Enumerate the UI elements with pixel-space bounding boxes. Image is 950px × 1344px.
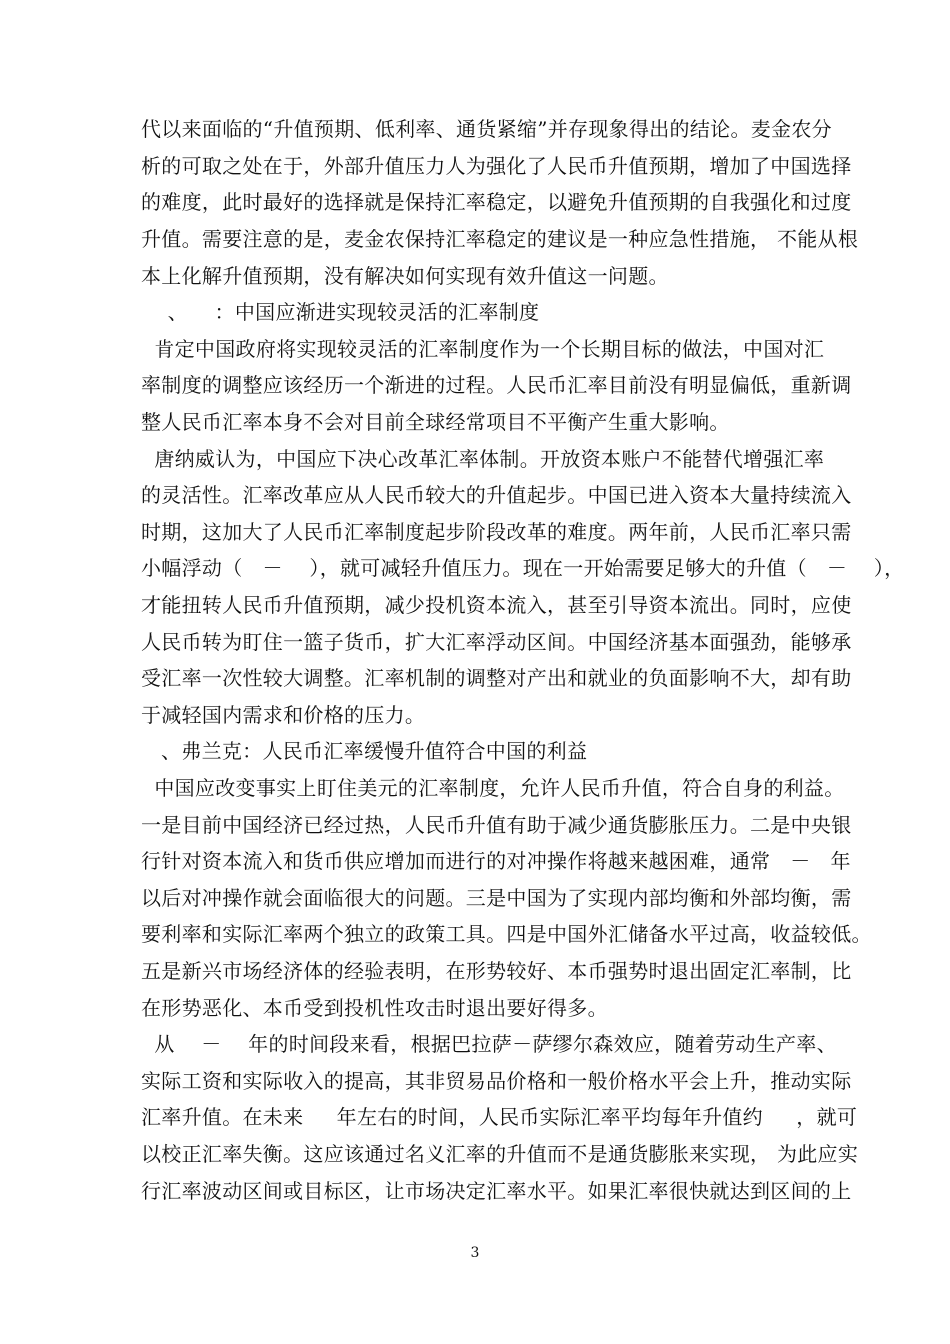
text-line: 要利率和实际汇率两个独立的政策工具。四是中国外汇储备水平过高，收益较低。 xyxy=(141,922,872,946)
text-line: 汇率升值。在未来 年左右的时间，人民币实际汇率平均每年升值约 ，就可 xyxy=(141,1105,858,1129)
text-line: 以后对冲操作就会面临很大的问题。三是中国为了实现内部均衡和外部均衡，需 xyxy=(141,886,852,910)
text-line: 的灵活性。汇率改革应从人民币较大的升值起步。中国已进入资本大量持续流入 xyxy=(141,483,852,507)
text-line: 以校正汇率失衡。这应该通过名义汇率的升值而不是通货膨胀来实现， 为此应实 xyxy=(141,1142,859,1166)
text-line: 行针对资本流入和货币供应增加而进行的对冲操作将越来越困难，通常 － 年 xyxy=(141,849,851,873)
text-line: 才能扭转人民币升值预期，减少投机资本流入，甚至引导资本流出。同时，应使 xyxy=(141,593,852,617)
text-line: 时期，这加大了人民币汇率制度起步阶段改革的难度。两年前，人民币汇率只需 xyxy=(141,520,852,544)
text-line: 析的可取之处在于，外部升值压力人为强化了人民币升值预期，增加了中国选择 xyxy=(141,154,852,178)
text-line: 中国应改变事实上盯住美元的汇率制度，允许人民币升值，符合自身的利益。 xyxy=(141,776,845,800)
text-line: 唐纳威认为，中国应下决心改革汇率体制。开放资本账户不能替代增强汇率 xyxy=(141,447,825,471)
text-line: 行汇率波动区间或目标区，让市场决定汇率水平。如果汇率很快就达到区间的上 xyxy=(141,1179,852,1203)
text-line: 的难度，此时最好的选择就是保持汇率稳定，以避免升值预期的自我强化和过度 xyxy=(141,190,852,214)
text-line: 于减轻国内需求和价格的压力。 xyxy=(141,703,426,727)
text-line: 在形势恶化、本币受到投机性攻击时退出要好得多。 xyxy=(141,996,608,1020)
text-line: 升值。需要注意的是，麦金农保持汇率稳定的建议是一种应急性措施， 不能从根 xyxy=(141,227,859,251)
text-line: 代以来面临的“升值预期、低利率、通货紧缩”并存现象得出的结论。麦金农分 xyxy=(141,117,832,141)
text-line: 本上化解升值预期，没有解决如何实现有效升值这一问题。 xyxy=(141,264,669,288)
text-line: 肯定中国政府将实现较灵活的汇率制度作为一个长期目标的做法，中国对汇 xyxy=(141,337,825,361)
text-line: 实际工资和实际收入的提高，其非贸易品价格和一般价格水平会上升，推动实际 xyxy=(141,1069,852,1093)
text-line: 小幅浮动（ － ），就可减轻升值压力。现在一开始需要足够大的升值（ － ）， xyxy=(141,556,905,580)
text-line: 受汇率一次性较大调整。汇率机制的调整对产出和就业的负面影响不大，却有助 xyxy=(141,666,852,690)
text-line: 五是新兴市场经济体的经验表明，在形势较好、本币强势时退出固定汇率制，比 xyxy=(141,959,852,983)
text-line: 人民币转为盯住一篮子货币，扩大汇率浮动区间。中国经济基本面强劲，能够承 xyxy=(141,630,852,654)
page-number: 3 xyxy=(470,1245,480,1261)
text-line: 整人民币汇率本身不会对目前全球经常项目不平衡产生重大影响。 xyxy=(141,410,730,434)
text-line: 一是目前中国经济已经过热，人民币升值有助于减少通货膨胀压力。二是中央银 xyxy=(141,813,852,837)
section-heading: 、弗兰克：人民币汇率缓慢升值符合中国的利益 xyxy=(141,739,588,763)
text-line: 率制度的调整应该经历一个渐进的过程。人民币汇率目前没有明显偏低，重新调 xyxy=(141,373,852,397)
text-line: 从 － 年的时间段来看，根据巴拉萨－萨缪尔森效应，随着劳动生产率、 xyxy=(141,1032,837,1056)
section-heading: 、 ：中国应渐进实现较灵活的汇率制度 xyxy=(141,300,540,324)
